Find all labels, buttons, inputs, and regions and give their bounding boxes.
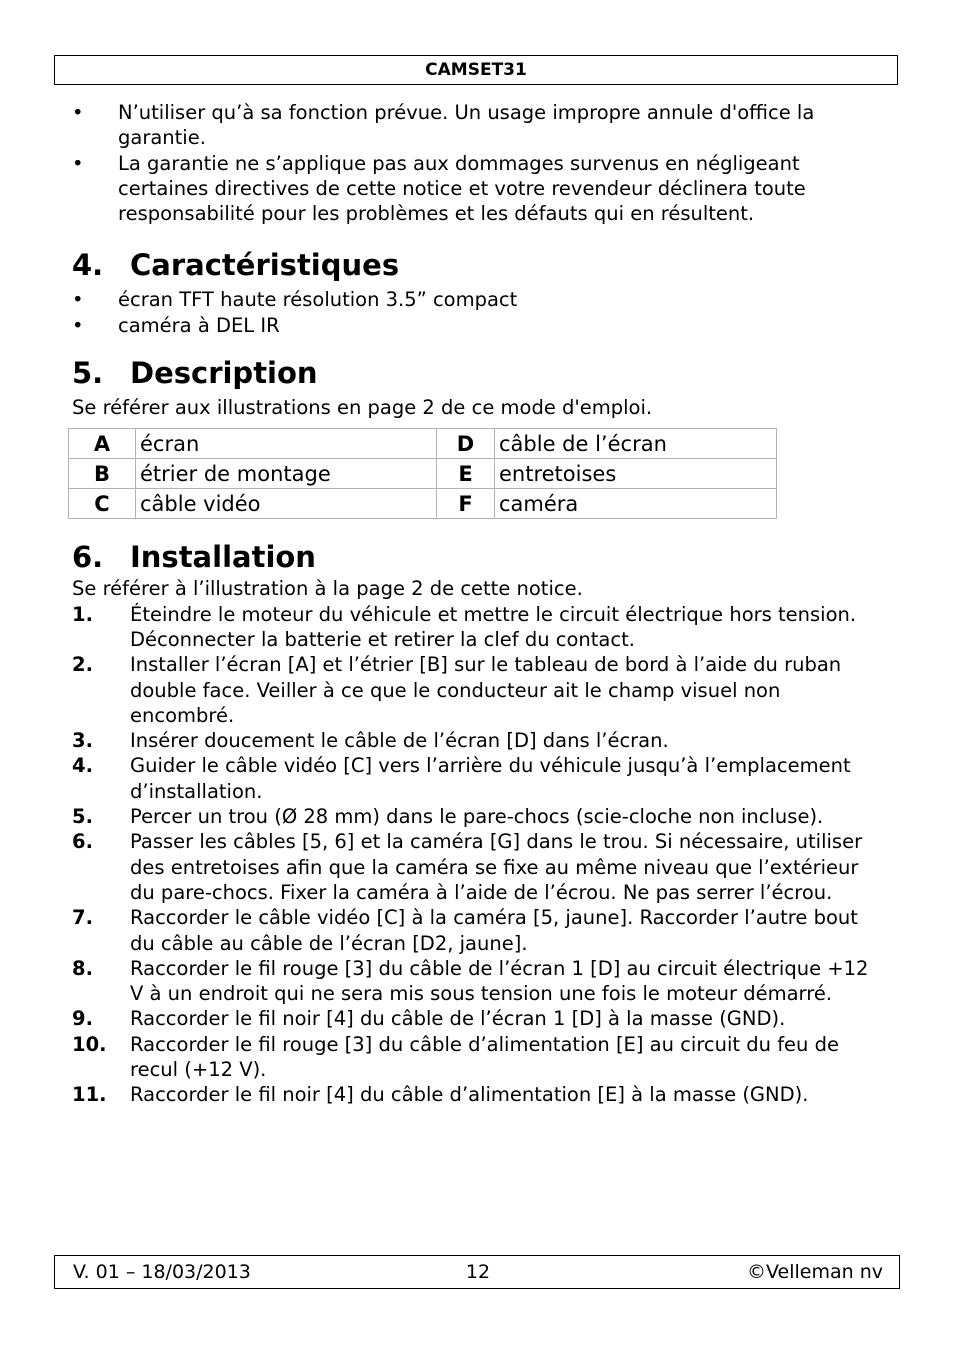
list-item: 5. Percer un trou (Ø 28 mm) dans le pare-chocs (scie-cloche non incluse). xyxy=(72,805,824,829)
copyright: ©Velleman nv xyxy=(747,1261,883,1283)
table-row: A écran D câble de l’écran xyxy=(69,429,777,459)
list-item: • écran TFT haute résolution 3.5” compact xyxy=(72,288,518,312)
list-item: 6. Passer les câbles [5, 6] et la caméra [G] dans le trou. Si nécessaire, utiliser des entretoises afin que la caméra se fixe au même niveau que l’extérieur du pare-chocs. Fixer la caméra à l’aide de l’écrou. Ne pas serrer l’écrou. xyxy=(72,830,863,904)
list-item: • N’utiliser qu’à sa fonction prévue. Un usage impropre annule d'office la garantie. xyxy=(72,101,815,150)
list-item: 11. Raccorder le fil noir [4] du câble d’alimentation [E] à la masse (GND). xyxy=(72,1083,809,1107)
table-row: C câble vidéo F caméra xyxy=(69,489,777,519)
section-heading-6: 6. Installation xyxy=(72,540,316,575)
parts-table xyxy=(68,428,777,519)
installation-steps xyxy=(72,602,884,1108)
list-item: • La garantie ne s’applique pas aux dommages survenus en négligeant certaines directives de cette notice et votre revendeur déclinera toute responsabilité pour les problèmes et les défauts qui en résultent. xyxy=(72,151,806,226)
bullet-icon: • xyxy=(72,313,84,337)
page-footer xyxy=(54,1255,900,1289)
description-intro: Se référer aux illustrations en page 2 de ce mode d'emploi. xyxy=(72,396,653,420)
table-row: B étrier de montage E entretoises xyxy=(69,459,777,489)
bullet-icon: • xyxy=(72,288,84,312)
section-heading-5: 5. Description xyxy=(72,356,318,391)
list-item: 9. Raccorder le fil noir [4] du câble de l’écran 1 [D] à la masse (GND). xyxy=(72,1007,786,1031)
section-heading-4: 4. Caractéristiques xyxy=(72,248,400,283)
list-item: 10. Raccorder le fil rouge [3] du câble d’alimentation [E] au circuit du feu de recul (+12 V). xyxy=(72,1032,839,1082)
page-number: 12 xyxy=(465,1261,491,1283)
list-item: 3. Insérer doucement le câble de l’écran [D] dans l’écran. xyxy=(72,729,669,753)
features-list xyxy=(72,287,884,338)
version-date: V. 01 – 18/03/2013 xyxy=(73,1261,251,1283)
list-item: 8. Raccorder le fil rouge [3] du câble de l’écran 1 [D] au circuit électrique +12 V à un endroit qui ne sera mis sous tension une fois le moteur démarré. xyxy=(72,956,869,1006)
intro-bullet-list xyxy=(72,100,884,226)
list-item: 4. Guider le câble vidéo [C] vers l’arrière du véhicule jusqu’à l’emplacement d’installation. xyxy=(72,754,851,803)
list-item: • caméra à DEL IR xyxy=(72,313,280,337)
list-item: 2. Installer l’écran [A] et l’étrier [B] sur le tableau de bord à l’aide du ruban double face. Veiller à ce que le conducteur ait le champ visuel non encombré. xyxy=(72,653,842,727)
installation-intro: Se référer à l’illustration à la page 2 de cette notice. xyxy=(72,577,583,601)
list-item: 1. Éteindre le moteur du véhicule et mettre le circuit électrique hors tension. Déconnecter la batterie et retirer la clef du contact. xyxy=(72,602,857,651)
bullet-icon: • xyxy=(72,101,84,124)
bullet-icon: • xyxy=(72,151,84,175)
page-header: CAMSET31 xyxy=(54,55,898,85)
list-item: 7. Raccorder le câble vidéo [C] à la caméra [5, jaune]. Raccorder l’autre bout du câble au câble de l’écran [D2, jaune]. xyxy=(72,906,858,955)
page-content xyxy=(72,100,884,1108)
